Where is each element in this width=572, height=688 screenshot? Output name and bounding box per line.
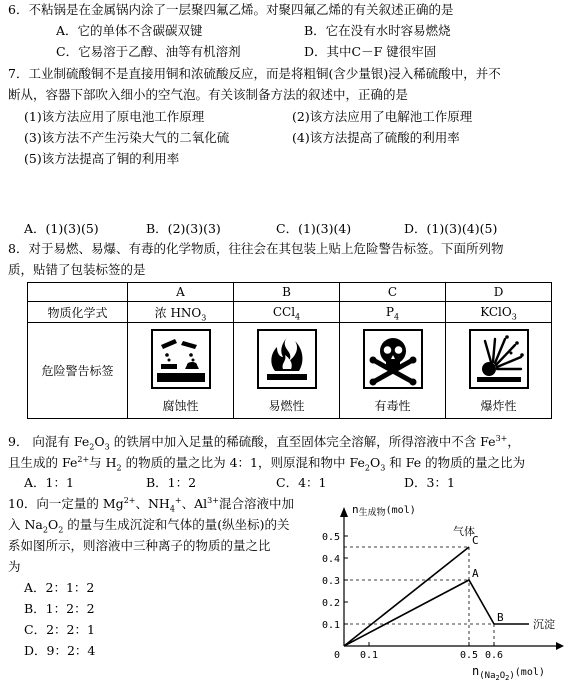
col-header-d: D — [446, 283, 552, 302]
q8-stem-line2: 质，贴错了包装标签的是 — [8, 262, 146, 277]
label-c-text: 有毒性 — [374, 399, 411, 413]
explosive-icon — [469, 329, 529, 389]
q9-option-a: A．1：1 — [24, 475, 74, 490]
label-cell-a — [128, 323, 234, 419]
q6-option-b: B．它在没有水时容易燃烧 — [304, 23, 451, 38]
formula-d-text: KClO — [480, 305, 512, 319]
label-b-text: 易燃性 — [268, 399, 305, 413]
x-tick-label: 0.6 — [484, 650, 504, 661]
hazard-label-table — [27, 282, 552, 419]
table-corner-cell — [28, 283, 128, 302]
table-header-row — [28, 283, 552, 302]
y-axis-label — [352, 505, 416, 518]
label-row — [28, 323, 552, 419]
q9-stem-line2: 且生成的 $Fe^{2+}$与 $H_2$ 的物质的量之比为 4：1，则原混和物中 $Fe_2O_3$ 和 Fe 的物质的量之比为 — [8, 454, 526, 473]
q6-option-c: C．它易溶于乙醇、油等有机溶剂 — [56, 44, 241, 59]
formula-a-text: 浓 HNO — [154, 305, 202, 320]
x-axis-label-part: (mol) — [514, 667, 545, 678]
q7-option-c: C．(1)(3)(4) — [276, 221, 352, 236]
x-axis-arrow — [556, 642, 564, 650]
formula-row — [28, 302, 552, 323]
y-axis-label-part: (mol) — [385, 505, 416, 516]
formula-c-sub: 4 — [393, 312, 400, 322]
flammable-icon — [257, 329, 317, 389]
col-header-a: A — [128, 283, 234, 302]
q7-statement-1: (1)该方法应用了原电池工作原理 — [24, 109, 205, 124]
q7-option-d: D．(1)(3)(4)(5) — [404, 221, 498, 236]
origin-label: 0 — [333, 650, 340, 661]
label-cell-d — [446, 323, 552, 419]
q7-option-a: A．(1)(3)(5) — [24, 221, 99, 236]
q10-stem-line4: 为 — [8, 559, 21, 574]
q10-stem-line2: 入 $Na_2O_2$ 的量与生成沉淀和气体的量(纵坐标)的关 — [8, 517, 290, 535]
q6-option-d: D．其中C－F 键很牢固 — [304, 44, 437, 59]
x-tick-label: 0.5 — [459, 650, 479, 661]
y-tick-label: 0.4 — [322, 554, 340, 565]
x-tick-label: 0.1 — [359, 650, 379, 661]
q10-stem-line1: 10．向一定量的 $Mg^{2+}$、$NH_4^+$、$Al^{3+}$混合溶液中加 — [8, 495, 294, 514]
formula-c-text: P — [385, 305, 394, 319]
y-tick-label: 0.5 — [322, 532, 340, 543]
x-axis-label-part: 2 — [505, 674, 510, 681]
q8-stem-line1: 8．对于易燃、易爆、有毒的化学物质，往往会在其包装上贴上危险警告标签。下面所列物 — [8, 241, 504, 256]
formula-d — [446, 302, 552, 323]
q10-chart — [322, 505, 568, 681]
q6-stem: 6．不粘锅是在金属锅内涂了一层聚四氟乙烯。对聚四氟乙烯的有关叙述正确的是 — [8, 2, 454, 17]
row-header-formula: 物质化学式 — [28, 302, 128, 323]
q7-statement-3: (3)该方法不产生污染大气的二氧化硫 — [24, 130, 230, 145]
q9-option-c: C．4：1 — [276, 475, 327, 490]
x-axis-label-part: O — [499, 671, 506, 681]
y-tick-label: 0.3 — [322, 576, 340, 587]
formula-a-sub: 3 — [201, 312, 207, 322]
formula-b-sub: 4 — [295, 312, 301, 322]
label-a-text: 腐蚀性 — [162, 399, 199, 413]
q7-statement-5: (5)该方法提高了铜的利用率 — [24, 151, 180, 166]
formula-b — [234, 302, 340, 323]
label-d-text: 爆炸性 — [480, 399, 517, 413]
y-tick-label: 0.2 — [322, 598, 340, 609]
q10-stem-line3: 系如图所示，则溶液中三种离子的物质的量之比 — [8, 538, 271, 553]
formula-d-sub: 3 — [511, 312, 517, 322]
precipitate-series-label: 沉淀 — [533, 618, 555, 631]
q6-option-a: A．它的单体不含碳碳双键 — [56, 23, 203, 38]
series-gas-line — [344, 547, 469, 646]
gas-series-label: 气体 — [453, 525, 475, 538]
q7-statement-4: (4)该方法提高了硫酸的利用率 — [292, 130, 460, 145]
q7-stem-line2: 断从，容器下部吹入细小的空气泡。有关该制备方法的叙述中，正确的是 — [8, 87, 409, 102]
x-axis-label-part: n — [472, 664, 480, 678]
q10-option-b: B．1：2：2 — [24, 601, 95, 616]
col-header-c: C — [340, 283, 446, 302]
formula-c — [340, 302, 446, 323]
x-axis-label-part: ) — [509, 671, 515, 681]
q7-option-b: B．(2)(3)(3) — [146, 221, 221, 236]
q7-stem-line1: 7．工业制硫酸铜不是直接用铜和浓硫酸反应，而是将粗铜(含少量银)浸入稀硫酸中，并不 — [8, 66, 501, 81]
x-axis-label-part: 2 — [495, 674, 500, 681]
row-header-label: 危险警告标签 — [28, 323, 128, 419]
q10-option-d: D．9：2：4 — [24, 643, 96, 658]
skull-crossbones-icon — [363, 329, 423, 389]
point-label-a: A — [472, 567, 479, 580]
formula-b-text: CCl — [272, 305, 296, 319]
y-tick-label: 0.1 — [322, 620, 340, 631]
col-header-b: B — [234, 283, 340, 302]
y-axis-label-part: 生成物 — [358, 508, 386, 518]
y-axis-label-part: n — [352, 505, 359, 516]
x-axis-label-part: (Na — [479, 671, 496, 681]
y-axis-arrow — [340, 507, 348, 517]
x-axis-label — [472, 664, 545, 681]
q9-stem-line1: 9． 向混有 $Fe_2O_3$ 的铁屑中加入足量的稀硫酸，直至固体完全溶解，所得溶液中不含 $Fe^{3+}$， — [8, 433, 520, 452]
q9-option-b: B．1：2 — [146, 475, 197, 490]
q9-option-d: D．3：1 — [404, 475, 455, 490]
point-label-c: C — [472, 534, 479, 547]
q10-option-c: C．2：2：1 — [24, 622, 95, 637]
q7-statement-2: (2)该方法应用了电解池工作原理 — [292, 109, 473, 124]
corrosive-icon — [151, 329, 211, 389]
q10-option-a: A．2：1：2 — [24, 580, 95, 595]
label-cell-c — [340, 323, 446, 419]
label-cell-b — [234, 323, 340, 419]
point-label-b: B — [497, 611, 504, 624]
formula-a — [128, 302, 234, 323]
